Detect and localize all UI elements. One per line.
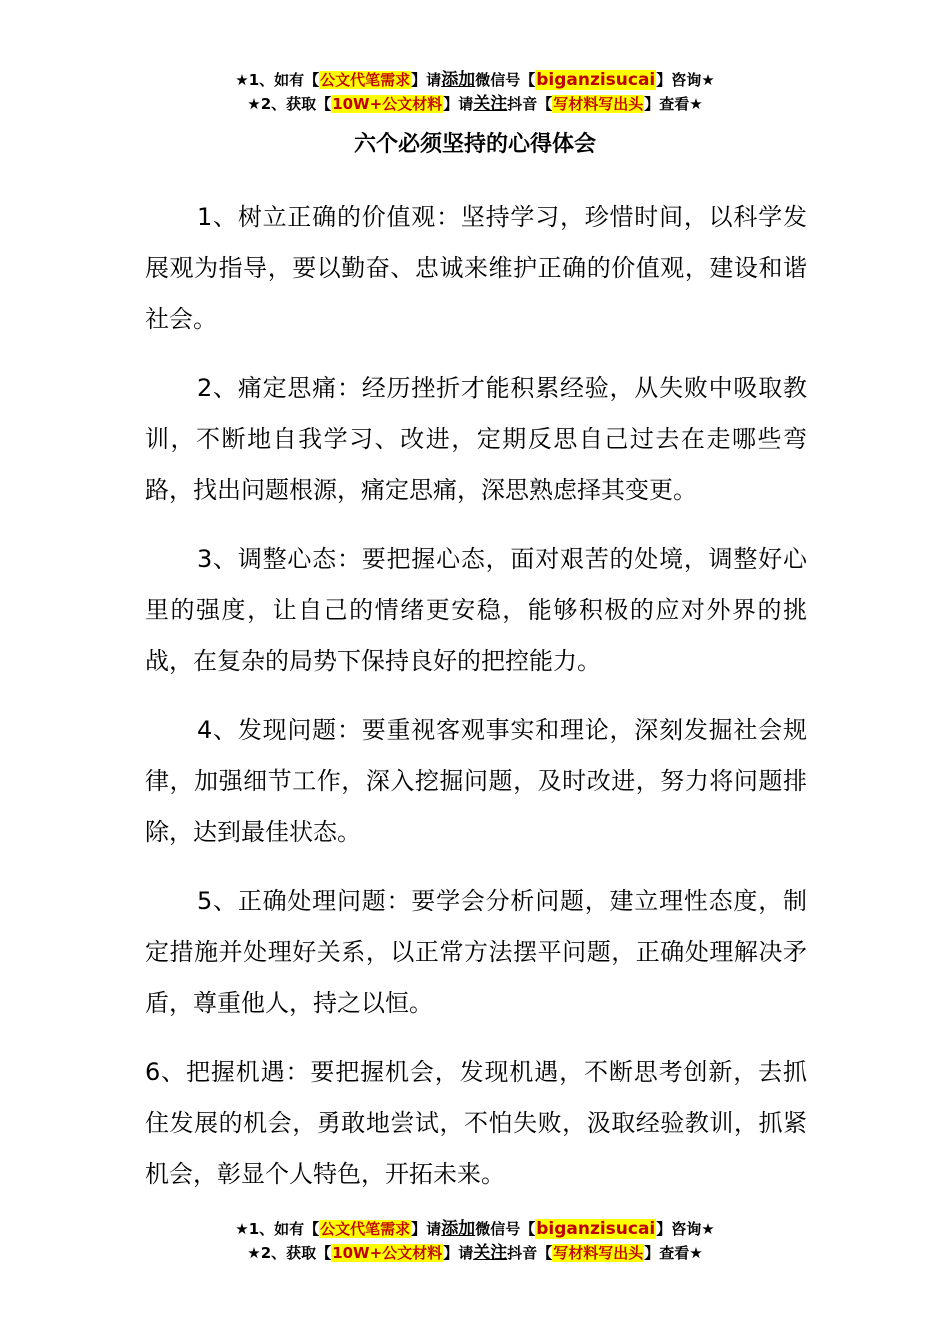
- highlight-material: 10W+公文材料: [332, 95, 443, 113]
- douyin-id: 写材料写出头: [553, 1244, 644, 1262]
- highlight-need: 公文代笔需求: [320, 1220, 411, 1238]
- promo-line-1: ★1、如有【公文代笔需求】请添加微信号【biganzisucai】咨询★: [235, 70, 715, 90]
- highlight-material: 10W+公文材料: [332, 1244, 443, 1262]
- wechat-id: biganzisucai: [536, 1219, 656, 1239]
- follow-text: 关注: [473, 94, 508, 114]
- promo-header: [0, 68, 950, 116]
- follow-text: 关注: [473, 1243, 508, 1263]
- paragraph-1: 1、树立正确的价值观：坚持学习，珍惜时间，以科学发展观为指导，要以勤奋、忠诚来维护正确的价值观，建设和谐社会。: [145, 203, 807, 333]
- paragraph-5: 5、正确处理问题：要学会分析问题，建立理性态度，制定措施并处理好关系，以正常方法摆平问题，正确处理解决矛盾，尊重他人，持之以恒。: [145, 887, 807, 1017]
- highlight-need: 公文代笔需求: [320, 71, 411, 89]
- paragraph-4: 4、发现问题：要重视客观事实和理论，深刻发掘社会规律，加强细节工作，深入挖掘问题，及时改进，努力将问题排除，达到最佳状态。: [145, 716, 807, 846]
- document-body: [145, 192, 807, 1218]
- wechat-id: biganzisucai: [536, 70, 656, 90]
- promo-line-2: ★2、获取【10W+公文材料】请关注抖音【写材料写出头】查看★: [247, 94, 703, 114]
- add-text: 添加: [441, 70, 476, 90]
- promo-line-2: ★2、获取【10W+公文材料】请关注抖音【写材料写出头】查看★: [247, 1243, 703, 1263]
- paragraph-3: 3、调整心态：要把握心态，面对艰苦的处境，调整好心里的强度，让自己的情绪更安稳，能够积极的应对外界的挑战，在复杂的局势下保持良好的把控能力。: [145, 545, 807, 675]
- promo-line-1: ★1、如有【公文代笔需求】请添加微信号【biganzisucai】咨询★: [235, 1219, 715, 1239]
- paragraph-2: 2、痛定思痛：经历挫折才能积累经验，从失败中吸取教训，不断地自我学习、改进，定期反思自己过去在走哪些弯路，找出问题根源，痛定思痛，深思熟虑择其变更。: [145, 374, 807, 504]
- douyin-id: 写材料写出头: [553, 95, 644, 113]
- document-title: 六个必须坚持的心得体会: [353, 132, 596, 157]
- paragraph-6: 6、把握机遇：要把握机会，发现机遇，不断思考创新，去抓住发展的机会，勇敢地尝试，不怕失败，汲取经验教训，抓紧机会，彰显个人特色，开拓未来。: [145, 1058, 807, 1188]
- promo-footer: [0, 1217, 950, 1265]
- add-text: 添加: [441, 1219, 476, 1239]
